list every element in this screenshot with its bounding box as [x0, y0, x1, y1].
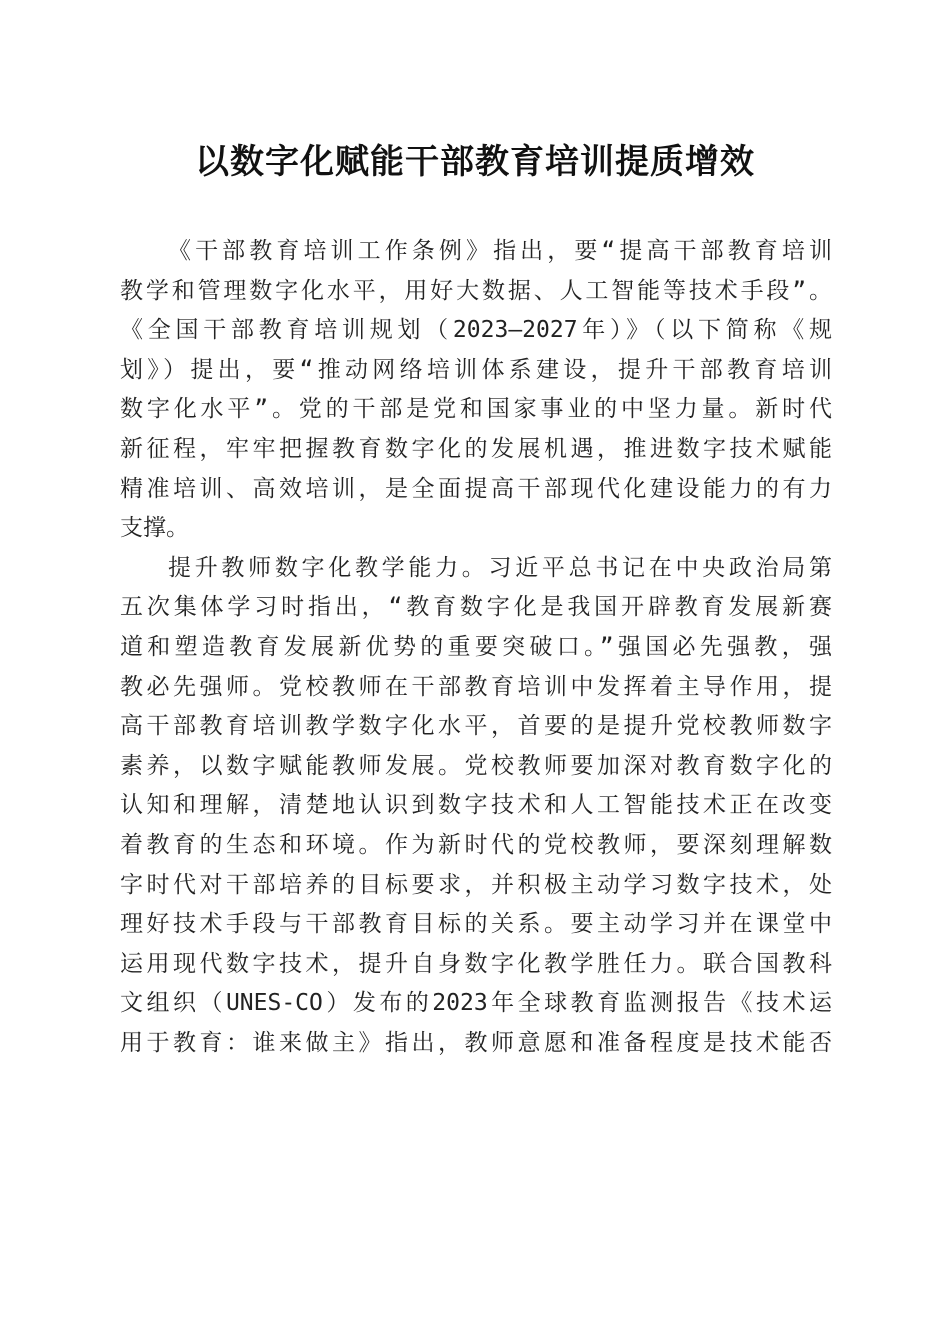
- text-line: 着教育的生态和环境。作为新时代的党校教师，要深刻理解数: [120, 831, 832, 858]
- document-body: [120, 232, 832, 1063]
- text-line: 提升教师数字化教学能力。习近平总书记在中央政治局第: [168, 554, 832, 581]
- text-line: 新征程，牢牢把握教育数字化的发展机遇，推进数字技术赋能: [120, 435, 832, 462]
- text-line: 用于教育：谁来做主》指出，教师意愿和准备程度是技术能否: [120, 1029, 832, 1056]
- text-line: 字时代对干部培养的目标要求，并积极主动学习数字技术，处: [120, 871, 832, 898]
- paragraph-2: [120, 549, 832, 1064]
- text-line: 文组织（UNES-CO）发布的2023年全球教育监测报告《技术运: [120, 990, 832, 1017]
- text-line: 《干部教育培训工作条例》指出，要“提高干部教育培训: [168, 238, 832, 264]
- document-title: 以数字化赋能干部教育培训提质增效: [195, 142, 755, 182]
- paragraph-1: [120, 232, 832, 549]
- text-line: 素养，以数字赋能教师发展。党校教师要加深对教育数字化的: [120, 752, 832, 779]
- text-line: 运用现代数字技术，提升自身数字化教学胜任力。联合国教科: [120, 950, 832, 977]
- text-line: 精准培训、高效培训，是全面提高干部现代化建设能力的有力: [120, 475, 832, 502]
- text-line: 数字化水平”。党的干部是党和国家事业的中坚力量。新时代: [120, 396, 832, 423]
- text-line: 道和塑造教育发展新优势的重要突破口。”强国必先强教，强: [120, 633, 832, 660]
- text-line: 支撑。: [120, 515, 189, 542]
- text-line: 五次集体学习时指出，“教育数字化是我国开辟教育发展新赛: [120, 594, 832, 621]
- text-line: 教必先强师。党校教师在干部教育培训中发挥着主导作用，提: [120, 673, 832, 700]
- text-line: 教学和管理数字化水平，用好大数据、人工智能等技术手段”。: [120, 277, 832, 304]
- text-line: 《全国干部教育培训规划（2023—2027年）》（以下简称《规: [120, 317, 832, 344]
- text-line: 高干部教育培训教学数字化水平，首要的是提升党校教师数字: [120, 713, 832, 740]
- text-line: 认知和理解，清楚地认识到数字技术和人工智能技术正在改变: [120, 792, 832, 819]
- text-line: 划》）提出，要“推动网络培训体系建设，提升干部教育培训: [120, 356, 832, 383]
- text-line: 理好技术手段与干部教育目标的关系。要主动学习并在课堂中: [120, 911, 832, 938]
